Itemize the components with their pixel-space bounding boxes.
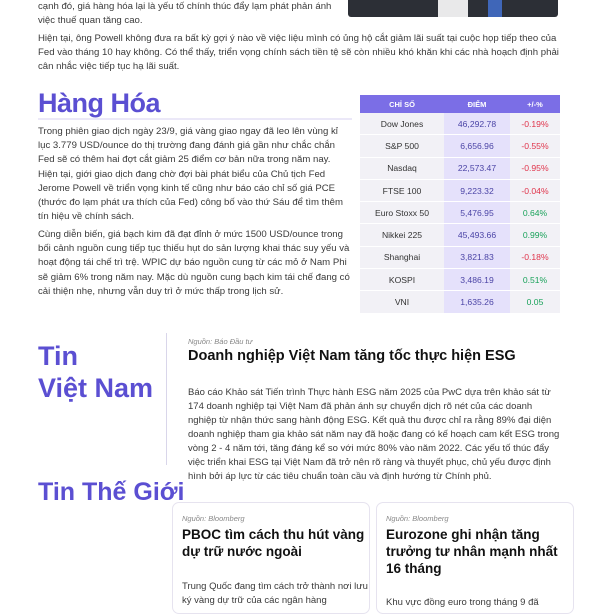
header-points: ĐIỂM	[444, 95, 510, 113]
card-2-headline: Eurozone ghi nhận tăng trưởng tư nhân mạnh nhất 16 tháng	[386, 527, 558, 576]
index-points-cell: 22,573.47	[444, 157, 510, 179]
news-headline: Doanh nghiệp Việt Nam tăng tốc thực hiện ESG	[188, 348, 516, 364]
index-change-cell: -0.19%	[510, 113, 560, 135]
index-points-cell: 1,635.26	[444, 291, 510, 313]
title-line-1: Tin	[38, 341, 78, 371]
index-change-cell: 0.99%	[510, 224, 560, 246]
index-name-cell: S&P 500	[360, 135, 444, 157]
table-row	[360, 291, 560, 313]
index-name-cell: Nasdaq	[360, 157, 444, 179]
market-index-table	[360, 95, 560, 314]
index-name-cell: KOSPI	[360, 269, 444, 291]
section-title-tin-the-gioi: Tin Thế Giới	[38, 478, 185, 506]
section-title-hang-hoa: Hàng Hóa	[38, 88, 161, 118]
index-points-cell: 45,493.66	[444, 224, 510, 246]
table-row	[360, 179, 560, 201]
index-name-cell: FTSE 100	[360, 179, 444, 201]
hang-hoa-paragraph-2: Cùng diễn biến, giá bạch kim đã đạt đỉnh ở mức 1500 USD/ounce trong bối cảnh nguồn cung tiếp tục thiếu hụt do sản lượng khai thác suy yếu và hoạt động tái chế trì trệ. WPIC dự báo nguồn cung từ các mỏ ở Nam Phi sẽ giảm 6% trong năm nay. Mặc dù nguồn cung bạch kim tái chế đang có cải thiện nhẹ, nhưng vẫn duy trì ở mức thấp trong lịch sử.	[38, 229, 350, 297]
header-index: CHỈ SỐ	[360, 95, 444, 113]
table-row	[360, 202, 560, 224]
index-name-cell: Euro Stoxx 50	[360, 202, 444, 224]
index-points-cell: 3,821.83	[444, 246, 510, 268]
news-source: Nguồn: Báo Đầu tư	[188, 337, 253, 346]
section-divider	[38, 118, 352, 120]
table-row	[360, 246, 560, 268]
index-points-cell: 6,656.96	[444, 135, 510, 157]
index-name-cell: VNI	[360, 291, 444, 313]
card-1-headline: PBOC tìm cách thu hút vàng dự trữ nước ngoài	[182, 527, 365, 559]
photo-tie	[488, 0, 502, 17]
table-row	[360, 269, 560, 291]
card-1-source: Nguồn: Bloomberg	[182, 514, 245, 523]
index-change-cell: -0.04%	[510, 179, 560, 201]
index-change-cell: 0.64%	[510, 202, 560, 224]
table-row	[360, 157, 560, 179]
index-change-cell: 0.51%	[510, 269, 560, 291]
title-line-2: Việt Nam	[38, 373, 154, 403]
index-points-cell: 5,476.95	[444, 202, 510, 224]
vertical-divider	[166, 333, 167, 465]
index-points-cell: 46,292.78	[444, 113, 510, 135]
card-1-body: Trung Quốc đang tìm cách trở thành nơi lưu ký vàng dự trữ của các ngân hàng	[182, 580, 368, 606]
intro-paragraph: Hiện tại, ông Powell không đưa ra bất kỳ gợi ý nào về việc liệu mình có ủng hộ cắt giảm lãi suất tại cuộc họp tiếp theo của Fed vào tháng 10 hay không. Có thể thấy, triển vọng chính sách tiền tệ sẽ còn nhiều khó khăn khi các nhà hoạch định phải cân nhắc việc tiếp tục hạ lãi suất.	[38, 33, 559, 73]
table-row	[360, 224, 560, 246]
table-row	[360, 113, 560, 135]
photo-shirt	[438, 0, 468, 17]
card-2-source: Nguồn: Bloomberg	[386, 514, 449, 523]
section-title-tin-viet-nam	[38, 340, 168, 404]
article-photo	[348, 0, 558, 17]
hang-hoa-paragraph-1: Trong phiên giao dịch ngày 23/9, giá vàng giao ngay đã leo lên vùng kỉ lục 3.779 USD/ounce do thị trường đang đánh giá gần như chắc chắn Fed sẽ có thêm hai đợt cắt giảm 25 điểm cơ bản nữa trong năm nay. Hiện tại, giới giao dịch đang chờ đợi bài phát biểu của Chủ tịch Fed Jerome Powell về triển vọng kinh tế cũng như báo cáo chỉ số giá PCE (thước đo lạm phát ưa thích của Fed) công bố vào thứ Sáu để tìm thêm tín hiệu về chính sách.	[38, 126, 343, 223]
index-name-cell: Shanghai	[360, 246, 444, 268]
index-change-cell: 0.05	[510, 291, 560, 313]
index-change-cell: -0.18%	[510, 246, 560, 268]
news-body: Báo cáo Khảo sát Tiến trình Thực hành ESG năm 2025 của PwC dựa trên khảo sát từ 174 doanh nghiệp tại Việt Nam đã phản ánh sự chuyển dịch rõ nét của các doanh nghiệp từ nhận thức sang hành động ESG. Kết quả thu được chỉ ra rằng 89% đại diện doanh nghiệp tham gia khảo sát năm nay đã hoặc đang có kế hoạch cam kết ESG trong vòng 2 - 4 năm tới, tăng đáng kể so với mức 80% vào năm 2022. Các yếu tố thúc đẩy việc triển khai ESG tại Việt Nam đã trở nên rõ ràng và thuyết phục, chủ yếu được định hình bởi áp lực từ các tiêu chuẩn toàn cầu và định hướng từ Chính phủ.	[188, 386, 560, 482]
index-points-cell: 3,486.19	[444, 269, 510, 291]
table-row	[360, 135, 560, 157]
index-points-cell: 9,223.32	[444, 179, 510, 201]
index-change-cell: -0.95%	[510, 157, 560, 179]
index-name-cell: Dow Jones	[360, 113, 444, 135]
table-header-row	[360, 95, 560, 113]
index-change-cell: -0.55%	[510, 135, 560, 157]
header-change: +/-%	[510, 95, 560, 113]
top-paragraph: cạnh đó, giá hàng hóa lại là yếu tố chính thúc đẩy lạm phát phản ánh việc thuế quan tăng cao.	[38, 1, 332, 27]
card-2-body: Khu vực đồng euro trong tháng 9 đã	[386, 596, 539, 608]
index-name-cell: Nikkei 225	[360, 224, 444, 246]
